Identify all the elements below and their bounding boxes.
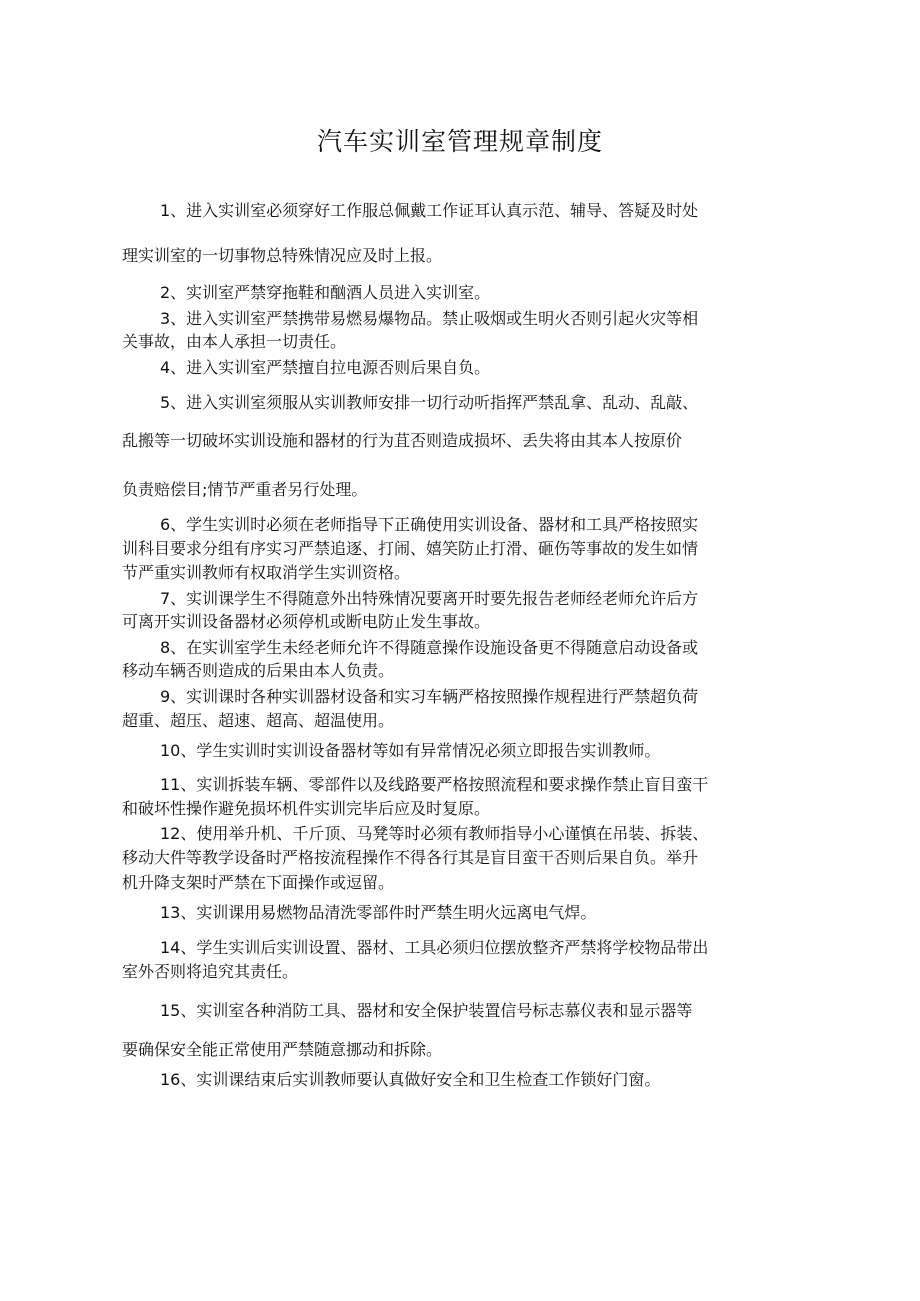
- rule-5-line-2: 乱搬等一切破坏实训设施和器材的行为苴否则造成损坏、丢失将由其本人按原价: [122, 431, 683, 450]
- rule-16-line-1: 16、实训课结束后实训教师要认真做好安全和卫生检查工作锁好门窗。: [160, 1070, 661, 1089]
- rule-7-line-1: 7、实训课学生不得随意外出特殊情况要离开时要先报告老师经老师允许后方: [160, 589, 699, 608]
- rule-12-line-2: 移动大件等教学设备时严格按流程操作不得各行其是盲目蛮干否则后果自负。举升: [122, 848, 699, 867]
- rule-11-line-1: 11、实训拆装车辆、零部件以及线路要严格按照流程和要求操作禁止盲目蛮干: [160, 775, 709, 794]
- rule-12-line-3: 机升降支架时严禁在下面操作或逗留。: [122, 873, 395, 892]
- rule-15-line-2: 要确保安全能正常使用严禁随意挪动和拆除。: [122, 1040, 443, 1059]
- rule-1-line-2: 理实训室的一切事物总特殊情况应及时上报。: [122, 246, 443, 265]
- document-title: 汽车实训室管理规章制度: [316, 127, 603, 156]
- rule-8-line-1: 8、在实训室学生未经老师允许不得随意操作设施设备更不得随意启动设备或: [160, 638, 699, 657]
- rule-10-line-1: 10、学生实训时实训设备器材等如有异常情况必须立即报告实训教师。: [160, 741, 661, 760]
- rule-5-line-3: 负责赔偿目;情节严重者另行处理。: [122, 480, 368, 499]
- rule-3-line-1: 3、进入实训室严禁携带易燃易爆物品。禁止吸烟或生明火否则引起火灾等相: [160, 309, 699, 328]
- rule-8-line-2: 移动车辆否则造成的后果由本人负责。: [122, 661, 395, 680]
- rule-6-line-1: 6、学生实训时必须在老师指导下正确使用实训设备、器材和工具严格按照实: [160, 515, 699, 534]
- rule-14-line-2: 室外否则将追究其责任。: [122, 962, 299, 981]
- rule-1-line-1: 1、进入实训室必须穿好工作服总佩戴工作证耳认真示范、辅导、答疑及时处: [160, 201, 699, 220]
- rule-13-line-1: 13、实训课用易燃物品清洗零部件时严禁生明火远离电气焊。: [160, 903, 597, 922]
- rule-12-line-1: 12、使用举升机、千斤顶、马凳等时必须有教师指导小心谨慎在吊装、拆装、: [160, 824, 709, 843]
- rule-9-line-1: 9、实训课时各种实训器材设备和实习车辆严格按照操作规程进行严禁超负荷: [160, 687, 699, 706]
- rule-4-line-1: 4、进入实训室严禁擅自拉电源否则后果自负。: [160, 358, 491, 377]
- rule-3-line-2: 关事故，由本人承担一切责任。: [122, 332, 347, 351]
- rule-5-line-1: 5、进入实训室须服从实训教师安排一切行动听指挥严禁乱拿、乱动、乱敲、: [160, 393, 699, 412]
- rule-6-line-3: 节严重实训教师有权取消学生实训资格。: [122, 563, 411, 582]
- rule-9-line-2: 超重、超压、超速、超高、超温使用。: [122, 711, 395, 730]
- rule-6-line-2: 训科目要求分组有序实习严禁追逐、打闹、嬉笑防止打滑、砸伤等事故的发生如情: [122, 539, 699, 558]
- rule-14-line-1: 14、学生实训后实训设置、器材、工具必须归位摆放整齐严禁将学校物品带出: [160, 938, 709, 957]
- rule-7-line-2: 可离开实训设备器材必须停机或断电防止发生事故。: [122, 612, 491, 631]
- rule-2-line-1: 2、实训室严禁穿拖鞋和酗酒人员进入实训室。: [160, 283, 491, 302]
- rule-15-line-1: 15、实训室各种消防工具、器材和安全保护装置信号标志慕仪表和显示器等: [160, 1001, 693, 1020]
- rule-11-line-2: 和破坏性操作避免损坏机件实训完毕后应及时复原。: [122, 799, 491, 818]
